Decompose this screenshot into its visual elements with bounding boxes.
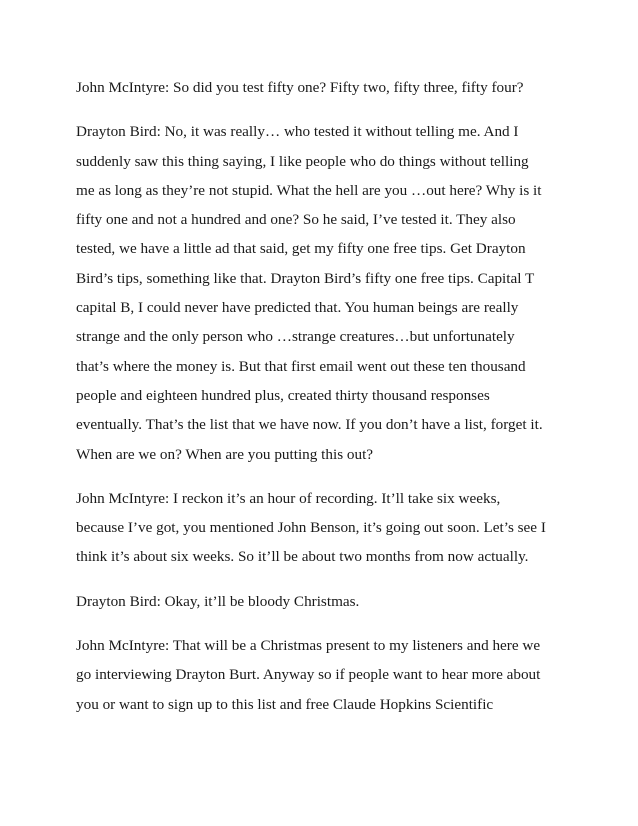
text-line: John McIntyre: That will be a Christmas present to my listeners and here we — [76, 637, 541, 655]
paragraph-mcintyre-1 — [76, 73, 576, 102]
text-line: strange and the only person who …strange creatures…but unfortunately — [76, 328, 515, 346]
text-line: Bird’s tips, something like that. Drayton Bird’s fifty one free tips. Capital T — [76, 269, 535, 287]
transcript-body — [76, 73, 576, 734]
text-line: John McIntyre: I reckon it’s an hour of recording. It’ll take six weeks, — [76, 489, 501, 507]
text-line: Drayton Bird: Okay, it’ll be bloody Christmas. — [76, 592, 360, 610]
paragraph-mcintyre-2 — [76, 484, 576, 572]
text-line: Drayton Bird: No, it was really… who tested it without telling me. And I — [76, 123, 519, 141]
text-line: tested, we have a little ad that said, get my fifty one free tips. Get Drayton — [76, 240, 526, 258]
text-line: because I’ve got, you mentioned John Benson, it’s going out soon. Let’s see I — [76, 519, 546, 537]
text-line: me as long as they’re not stupid. What the hell are you …out here? Why is it — [76, 181, 542, 199]
text-line: eventually. That’s the list that we have now. If you don’t have a list, forget it. — [76, 416, 543, 434]
text-line: go interviewing Drayton Burt. Anyway so if people want to hear more about — [76, 666, 541, 684]
text-line: When are we on? When are you putting this out? — [76, 445, 374, 463]
text-line: John McIntyre: So did you test fifty one? Fifty two, fifty three, fifty four? — [76, 79, 524, 96]
text-line: think it’s about six weeks. So it’ll be about two months from now actually. — [76, 548, 529, 566]
text-line: you or want to sign up to this list and free Claude Hopkins Scientific — [76, 695, 494, 713]
paragraph-bird-1 — [76, 117, 576, 469]
paragraph-bird-2 — [76, 587, 576, 616]
text-line: that’s where the money is. But that first email went out these ten thousand — [76, 357, 526, 375]
text-line: suddenly saw this thing saying, I like people who do things without telling — [76, 152, 529, 170]
paragraph-mcintyre-3 — [76, 631, 576, 719]
text-line: capital B, I could never have predicted that. You human beings are really — [76, 299, 519, 317]
text-line: fifty one and not a hundred and one? So he said, I’ve tested it. They also — [76, 211, 516, 229]
text-line: people and eighteen hundred plus, created thirty thousand responses — [76, 386, 490, 404]
